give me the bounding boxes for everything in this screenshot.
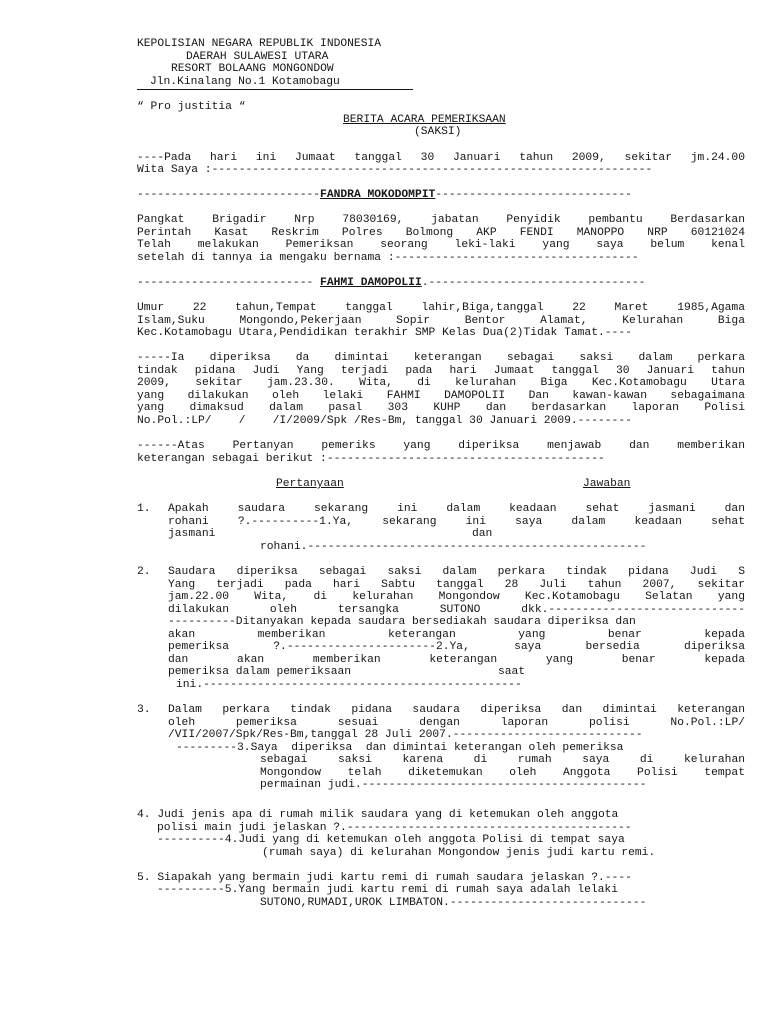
answer-intro-2: keterangan sebagai berikut :-----------------------------------------: [137, 453, 605, 465]
q1-number: 1.: [137, 503, 151, 515]
letterhead-rule: [137, 89, 413, 90]
q3-number: 3.: [137, 704, 151, 716]
q3-line-3: /VII/2007/Spk/Res-Bm,tanggal 28 Juli 2007.----------------------------: [168, 729, 643, 741]
letterhead-line-3: RESORT BOLAANG MONGONDOW: [171, 63, 334, 75]
case-text-2: tindak pidana Judi Yang terjadi pada hari Jumaat tanggal 30 Januari tahun: [137, 365, 745, 377]
q3-line-5: sebagai saksi karena di rumah saya di kelurahan: [260, 754, 745, 766]
q2-line-8: dan akan memberikan keterangan yang benar kepada: [168, 654, 745, 666]
witness-line: -------------------------- FAHMI DAMOPOLII.--------------------------------: [137, 277, 646, 289]
q2-line-9b: saat: [498, 666, 526, 678]
investigator-line: ---------------------------FANDRA MOKODOMPIT-----------------------------: [137, 189, 632, 201]
witness-text-3: Kec.Kotamobagu Utara,Pendidikan terakhir SMP Kelas Dua(2)Tidak Tamat.----: [137, 327, 632, 339]
case-text-1: -----Ia diperiksa da dimintai keterangan sebagai saksi dalam perkara: [137, 352, 745, 364]
pro-justitia: “ Pro justitia “: [137, 101, 246, 113]
q1-line-2: rohani ?.----------1.Ya, sekarang ini saya dalam keadaan sehat: [168, 516, 745, 528]
letterhead-line-2: DAERAH SULAWESI UTARA: [186, 51, 329, 63]
question-column-header: Pertanyaan: [276, 478, 344, 490]
case-text-6: No.Pol.:LP/ / /I/2009/Spk /Res-Bm, tanggal 30 Januari 2009.--------: [137, 415, 632, 427]
investigator-text-3: Telah melakukan Pemeriksan seorang leki-laki yang saya belum kenal: [137, 239, 745, 251]
investigator-name: FANDRA MOKODOMPIT: [320, 189, 436, 201]
q5-line-3: SUTONO,RUMADI,UROK LIMBATON.-----------------------------: [260, 897, 647, 909]
q3-line-6: Mongondow telah diketemukan oleh Anggota Polisi tempat: [260, 767, 745, 779]
case-text-4: yang dilakukan oleh lelaki FAHMI DAMOPOLII Dan kawan-kawan sebagaimana: [137, 390, 745, 402]
answer-intro-1: ------Atas Pertanyan pemeriks yang diperiksa menjawab dan memberikan: [137, 440, 745, 452]
q4-line-4: (rumah saya) di kelurahan Mongondow jenis judi kartu remi.: [262, 847, 656, 859]
q1-line-1: Apakah saudara sekarang ini dalam keadaan sehat jasmani dan: [168, 503, 745, 515]
investigator-text-4: setelah di tannya ia mengaku bernama :------------------------------------: [137, 252, 639, 264]
q2-number: 2.: [137, 566, 151, 578]
q1-line-3a: jasmani: [168, 528, 216, 540]
q2-line-9a: pemeriksa dalam pemeriksaan: [168, 666, 352, 678]
q2-line-3: jam.22.00 Wita, di kelurahan Mongondow Kec.Kotamobagu Selatan yang: [168, 591, 745, 603]
q2-line-2: Yang terjadi pada hari Sabtu tanggal 28 Juli tahun 2007, sekitar: [168, 579, 745, 591]
investigator-text-2: Perintah Kasat Reskrim Polres Bolmong AKP FENDI MANOPPO NRP 60121024: [137, 227, 745, 239]
q2-line-6: akan memberikan keterangan yang benar kepada: [168, 629, 745, 641]
witness-name: FAHMI DAMOPOLII: [320, 277, 422, 289]
q1-line-4: rohani.--------------------------------------------------: [260, 541, 647, 553]
q3-line-2: oleh pemeriksa sesuai dengan laporan polisi No.Pol.:LP/: [168, 717, 745, 729]
q4-line-1: 4. Judi jenis apa di rumah milik saudara yang di ketemukan oleh anggota: [137, 809, 619, 821]
q2-line-4: dilakukan oleh tersangka SUTONO dkk.-----------------------------: [168, 604, 745, 616]
q1-line-3b: dan: [472, 528, 493, 540]
q2-line-10: ini.-----------------------------------------------: [176, 679, 522, 691]
q4-line-2: polisi main judi jelaskan ?.------------------------------------------: [157, 822, 632, 834]
q2-line-5: ----------Ditanyakan kepada saudara bersediakah saudara diperiksa dan: [168, 616, 636, 628]
intro-line-1: ----Pada hari ini Jumaat tanggal 30 Januari tahun 2009, sekitar jm.24.00: [137, 152, 745, 164]
q3-line-4: ---------3.Saya diperiksa dan dimintai keterangan oleh pemeriksa: [176, 742, 624, 754]
intro-line-2: Wita Saya :-----------------------------------------------------------------: [137, 164, 653, 176]
q2-line-7: pemeriksa ?.----------------------2.Ya, saya bersedia diperiksa: [168, 641, 745, 653]
q3-line-7: permainan judi.------------------------------------------: [260, 779, 647, 791]
investigator-text-1: Pangkat Brigadir Nrp 78030169, jabatan Penyidik pembantu Berdasarkan: [137, 214, 745, 226]
letterhead-line-4: Jln.Kinalang No.1 Kotamobagu: [150, 76, 340, 88]
witness-text-1: Umur 22 tahun,Tempat tanggal lahir,Biga,tanggal 22 Maret 1985,Agama: [137, 302, 745, 314]
q3-line-1: Dalam perkara tindak pidana saudara diperiksa dan dimintai keterangan: [168, 704, 745, 716]
document-title: BERITA ACARA PEMERIKSAAN: [343, 114, 506, 126]
q5-line-1: 5. Siapakah yang bermain judi kartu remi di rumah saudara jelaskan ?.----: [137, 872, 632, 884]
witness-text-2: Islam,Suku Mongondo,Pekerjaan Sopir Bentor Alamat, Kelurahan Biga: [137, 315, 745, 327]
q5-line-2: ----------5.Yang bermain judi kartu remi di rumah saya adalah lelaki: [157, 884, 618, 896]
q2-line-1: Saudara diperiksa sebagai saksi dalam perkara tindak pidana Judi S: [168, 566, 745, 578]
q4-line-3: ----------4.Judi yang di ketemukan oleh anggota Polisi di tempat saya: [157, 834, 625, 846]
answer-column-header: Jawaban: [583, 478, 631, 490]
case-text-3: 2009, sekitar jam.23.30. Wita, di kelurahan Biga Kec.Kotamobagu Utara: [137, 377, 745, 389]
letterhead-line-1: KEPOLISIAN NEGARA REPUBLIK INDONESIA: [137, 38, 382, 50]
case-text-5: yang dimaksud dalam pasal 303 KUHP dan berdasarkan laporan Polisi: [137, 402, 745, 414]
document-subtitle: (SAKSI): [414, 126, 462, 138]
